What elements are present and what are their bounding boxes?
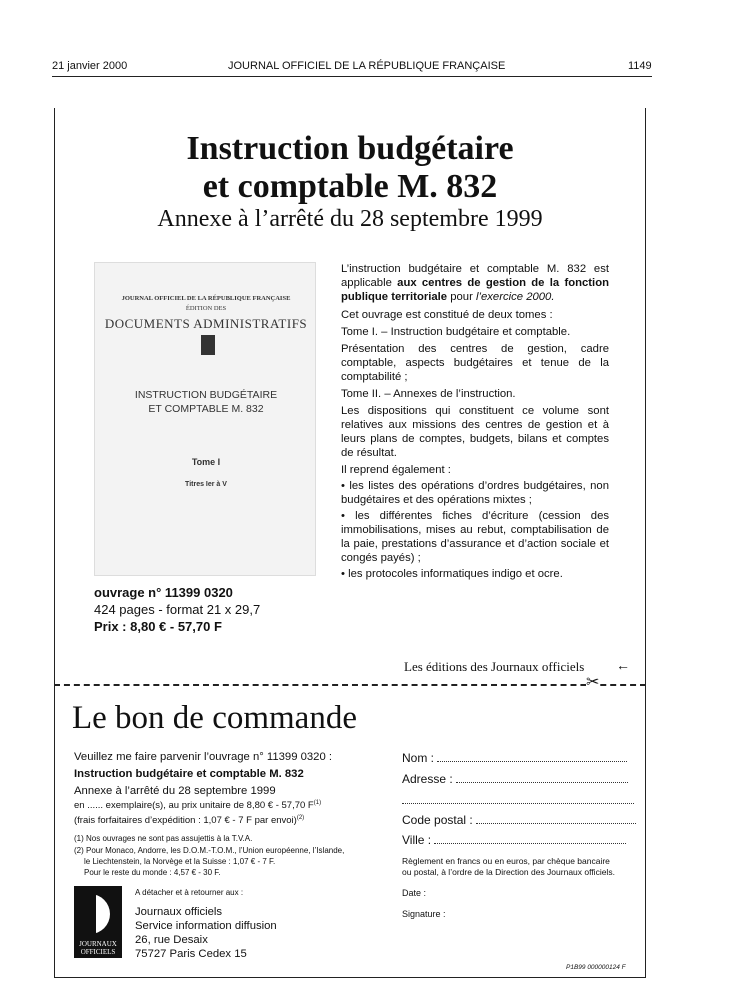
cover-title2: ET COMPTABLE M. 832 bbox=[148, 403, 264, 415]
logo-text-2: OFFICIELS bbox=[80, 948, 116, 956]
description-bullet-2: • les différentes fiches d’écriture (cession des immobilisations, mises au rebut, comptabilisation de la paie, prestations d’assurance et d’action sociale et congés payés) ; bbox=[341, 510, 609, 564]
address-line3: 26, rue Desaix bbox=[135, 934, 208, 946]
reference-code: P1B99 000000124 F bbox=[566, 964, 626, 971]
description-tome1: Tome I. – Instruction budgétaire et comptable. bbox=[341, 326, 571, 338]
field-adresse-line2[interactable] bbox=[402, 793, 634, 807]
order-line2: Instruction budgétaire et comptable M. 832 bbox=[74, 768, 304, 780]
scissors-icon: ✂ bbox=[586, 674, 600, 691]
field-code-postal[interactable]: Code postal : bbox=[402, 813, 636, 827]
description bbox=[341, 262, 609, 581]
address-line1: Journaux officiels bbox=[135, 906, 223, 918]
order-line5: (frais forfaitaires d’expédition : 1,07 € - 7 F par envoi)$^{(2)}$ bbox=[74, 815, 305, 827]
cover-tome: Tome I bbox=[191, 457, 221, 467]
field-nom[interactable]: Nom : bbox=[402, 751, 627, 765]
address-line4: 75727 Paris Cedex 15 bbox=[135, 948, 247, 960]
cut-line bbox=[54, 684, 646, 686]
note-2: (2) Pour Monaco, Andorre, les D.O.M.-T.O.M., l’Union européenne, l’Islande, bbox=[74, 846, 345, 855]
payment-note-1: Règlement en francs ou en euros, par chèque bancaire bbox=[402, 856, 610, 866]
order-form-title: Le bon de commande bbox=[72, 700, 357, 736]
description-dispositions: Les dispositions qui constituent ce volume sont relatives aux missions des centres de gestion et à leurs plans de comptes, budgets, bilans et comptes de résultat. bbox=[341, 405, 609, 459]
field-signature[interactable]: Signature : bbox=[402, 909, 446, 919]
address-line2: Service information diffusion bbox=[135, 920, 277, 932]
order-line4: en ...... exemplaire(s), au prix unitaire de 8,80 € - 57,70 $F^{(1)}$ bbox=[74, 800, 322, 812]
arrow-left-icon: ← bbox=[616, 657, 630, 673]
title-line2: et comptable M. 832 bbox=[202, 168, 498, 205]
field-ville[interactable]: Ville : bbox=[402, 833, 626, 847]
note-4: Pour le reste du monde : 4,57 € - 30 F. bbox=[84, 868, 221, 877]
description-bullet-3: • les protocoles informatiques indigo et ocre. bbox=[341, 568, 563, 580]
header-rule bbox=[52, 76, 652, 77]
payment-note-2: ou postal, à l’ordre de la Direction des Journaux officiels. bbox=[402, 867, 615, 877]
field-adresse[interactable]: Adresse : bbox=[402, 772, 628, 786]
description-tome1-detail: Présentation des centres de gestion, cadre comptable, aspects budgétaires et tenue de la comptabilité ; bbox=[341, 343, 609, 383]
book-cover-image bbox=[94, 262, 316, 576]
description-tome2: Tome II. – Annexes de l’instruction. bbox=[341, 388, 516, 400]
header-journal: JOURNAL OFFICIEL DE LA RÉPUBLIQUE FRANÇAISE bbox=[228, 60, 506, 72]
subtitle: Annexe à l’arrêté du 28 septembre 1999 bbox=[157, 206, 543, 232]
description-reprend: Il reprend également : bbox=[341, 464, 451, 476]
header-date: 21 janvier 2000 bbox=[52, 60, 128, 72]
journaux-officiels-logo bbox=[74, 886, 122, 958]
description-tomes: Cet ouvrage est constitué de deux tomes : bbox=[341, 309, 553, 321]
cover-titres: Titres Ier à V bbox=[185, 481, 227, 488]
product-ref: ouvrage n° 11399 0320 bbox=[94, 585, 233, 600]
detach-label: A détacher et à retourner aux : bbox=[135, 888, 244, 897]
cover-title1: INSTRUCTION BUDGÉTAIRE bbox=[134, 389, 278, 401]
description-bullet-1: • les listes des opérations d’ordres budgétaires, non budgétaires et des opérations mixtes ; bbox=[341, 480, 609, 506]
note-3: le Liechtenstein, la Norvège et la Suisse : 1,07 € - 7 F. bbox=[84, 857, 276, 866]
product-price: Prix : 8,80 € - 57,70 F bbox=[94, 619, 222, 634]
order-line1: Veuillez me faire parvenir l’ouvrage n° 11399 0320 : bbox=[74, 751, 333, 763]
order-line3: Annexe à l’arrêté du 28 septembre 1999 bbox=[74, 785, 276, 797]
cover-edition: ÉDITION DES bbox=[185, 305, 227, 312]
field-date[interactable]: Date : bbox=[402, 888, 427, 898]
description-intro: L’instruction budgétaire et comptable M. 832 est applicable aux centres de gestion de la fonction publique territoriale pour l’exercice 2000. bbox=[341, 263, 609, 303]
product-pages: 424 pages - format 21 x 29,7 bbox=[94, 602, 261, 617]
editions-label: Les éditions des Journaux officiels bbox=[404, 659, 585, 674]
cover-journal: JOURNAL OFFICIEL DE LA RÉPUBLIQUE FRANÇAISE bbox=[121, 295, 291, 302]
note-1: (1) Nos ouvrages ne sont pas assujettis à la T.V.A. bbox=[74, 834, 253, 843]
header-page-number: 1149 bbox=[628, 60, 652, 72]
title-line1: Instruction budgétaire bbox=[186, 130, 514, 167]
cover-docs: DOCUMENTS ADMINISTRATIFS bbox=[104, 316, 308, 331]
cover-logo-icon bbox=[201, 335, 215, 355]
logo-text-1: JOURNAUX bbox=[79, 940, 117, 948]
